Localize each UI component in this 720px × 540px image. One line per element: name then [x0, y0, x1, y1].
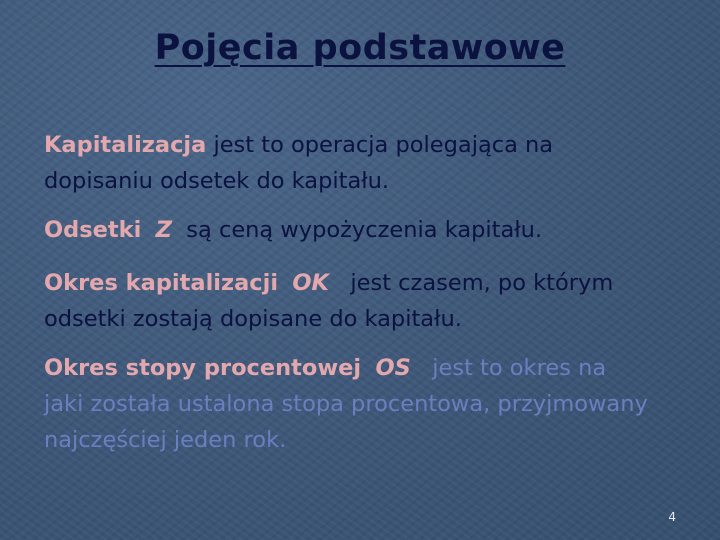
definition-text: odsetki zostają dopisane do kapitału.: [44, 306, 462, 332]
definition-odsetki: [44, 212, 542, 248]
definition-text: jest to okres na: [432, 355, 607, 381]
definition-text: jest czasem, po którym: [350, 270, 614, 296]
term-symbol: Z: [155, 217, 172, 243]
definition-kapitalizacja: [44, 127, 553, 199]
term-label: Okres stopy procentowej: [44, 355, 362, 381]
definition-text: jaki została ustalona stopa procentowa, przyjmowany: [44, 391, 648, 417]
definition-okres-stopy-procentowej: [44, 350, 648, 458]
slide-title: Pojęcia podstawowe: [154, 28, 566, 68]
term-label: Odsetki: [44, 217, 142, 243]
term-label: Okres kapitalizacji: [44, 270, 279, 296]
definition-text: najczęściej jeden rok.: [44, 427, 287, 453]
term-label: Kapitalizacja: [44, 132, 207, 158]
page-number: 4: [668, 510, 676, 524]
term-symbol: OK: [292, 270, 329, 296]
definition-text: są ceną wypożyczenia kapitału.: [186, 217, 543, 243]
definition-text: dopisaniu odsetek do kapitału.: [44, 168, 390, 194]
definition-text: jest to operacja polegająca na: [206, 132, 554, 158]
definition-okres-kapitalizacji: [44, 265, 613, 337]
term-symbol: OS: [375, 355, 411, 381]
